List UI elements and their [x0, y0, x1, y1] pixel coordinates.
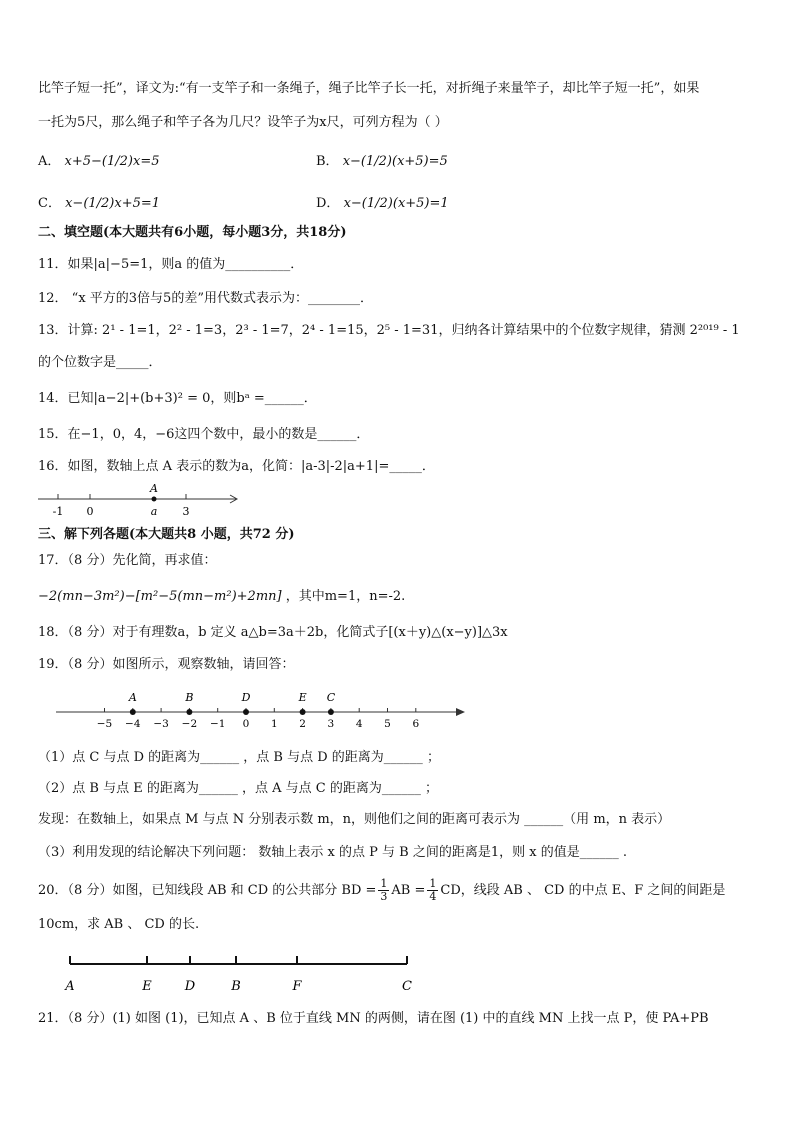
q19-point: [130, 709, 136, 715]
q19-point: [328, 709, 334, 715]
q19-tick-label: 6: [412, 718, 420, 730]
q20-frac1-num: 1: [380, 877, 388, 890]
q20-frac2-den: 4: [429, 890, 437, 903]
question-14: 14．已知|a−2|+(b+3)² = 0，则bᵃ =______．: [38, 391, 317, 406]
option-a: [38, 150, 159, 169]
question-20-line-1: [38, 878, 725, 903]
question-19-part-3: （3）利用发现的结论解决下列问题： 数轴上表示 x 的点 P 与 B 之间的距离是1，则 x 的值是______ .: [38, 845, 627, 860]
question-19-part-1: （1）点 C 与点 D 的距离为______ ，点 B 与点 D 的距离为______ ；: [38, 750, 440, 765]
q19-tick-label: −3: [153, 718, 169, 730]
q19-tick-label: 3: [327, 718, 335, 730]
q19-tick-label: −4: [125, 718, 141, 730]
option-d: [316, 192, 449, 211]
q19-point-name: B: [185, 691, 194, 704]
q19-tick-label: −1: [209, 718, 226, 730]
option-d-expr: x−(1/2)(x+5)=1: [343, 196, 449, 211]
q19-point-name: C: [326, 691, 336, 704]
question-16: 16．如图，数轴上点 A 表示的数为a，化简：|a-3|-2|a+1|=_____．: [38, 459, 435, 474]
question-13-line-2: 的个位数字是_____．: [38, 355, 162, 370]
q20-fraction-2: [427, 878, 438, 903]
question-12: 12． “x 平方的3倍与5的差”用代数式表示为：________．: [38, 291, 373, 306]
question-19-part-2: （2）点 B 与点 E 的距离为______ ，点 A 与点 C 的距离为______ ；: [38, 781, 438, 796]
q19-tick-label: 0: [242, 718, 250, 730]
option-d-label: D．: [316, 196, 340, 211]
question-13-line-1: 13．计算: 2¹ - 1=1，2² - 1=3，2³ - 1=7，2⁴ - 1=15，2⁵ - 1=31，归纳各计算结果中的个位数字规律，猜测 2²⁰¹⁹ - 1: [38, 323, 740, 338]
q19-tick-label: 2: [299, 718, 306, 730]
q20-point-label: A: [65, 979, 75, 994]
section-3-title: 三、解下列各题(本大题共8 小题，共72 分): [38, 527, 295, 542]
q20-mid: AB =: [391, 882, 426, 898]
q16-tick-label: 3: [182, 505, 190, 518]
intro-line-2: 一托为5尺，那么绳子和竿子各为几尺？设竿子为x尺，可列方程为（ ）: [38, 115, 448, 130]
q19-point-name: E: [298, 691, 307, 704]
option-b: [316, 150, 448, 169]
q16-point-name: A: [150, 482, 158, 495]
q20-frac2-num: 1: [429, 877, 437, 890]
q16-number-line: [30, 482, 250, 522]
q19-tick-label: 4: [355, 718, 363, 730]
option-a-expr: x+5−(1/2)x=5: [64, 154, 160, 169]
q20-segment-diagram: [56, 950, 426, 996]
option-c: [38, 192, 160, 211]
q19-number-line: [52, 686, 472, 732]
q17-expr: −2(mn−3m²)−[m²−5(mn−m²)+2mn]: [38, 589, 282, 604]
option-c-label: C．: [38, 196, 61, 211]
question-21: 21．（8 分）(1) 如图 (1)，已知点 A 、B 位于直线 MN 的两侧，请在图 (1) 中的直线 MN 上找一点 P，使 PA+PB: [38, 1011, 709, 1026]
q20-point-label: D: [184, 979, 196, 994]
q19-point: [186, 709, 192, 715]
option-b-expr: x−(1/2)(x+5)=5: [342, 154, 448, 169]
question-18: 18．（8 分）对于有理数a，b 定义 a△b=3a＋2b，化简式子[(x＋y)△(x−y)]△3x: [38, 625, 508, 640]
q19-point-name: A: [128, 691, 137, 704]
option-b-label: B．: [316, 154, 339, 169]
question-11: 11．如果|a|−5=1，则a 的值为__________．: [38, 257, 304, 272]
option-c-expr: x−(1/2)x+5=1: [65, 196, 161, 211]
q20-point-label: F: [292, 979, 302, 994]
q20-text-b: CD，线段 AB 、 CD 的中点 E、F 之间的间距是: [440, 882, 726, 898]
q16-tick-label: 0: [86, 505, 94, 518]
q19-tick-label: 1: [270, 718, 278, 730]
section-2-title: 二、填空题(本大题共有6小题，每小题3分，共18分): [38, 225, 347, 240]
q19-axis-arrow: [456, 708, 465, 716]
q16-tick-label: -1: [52, 505, 64, 518]
question-20-line-2: 10cm，求 AB 、 CD 的长.: [38, 917, 200, 932]
q20-point-label: B: [231, 979, 241, 994]
question-19-discovery: 发现：在数轴上，如果点 M 与点 N 分别表示数 m，n，则他们之间的距离可表示为 ______（用 m，n 表示）: [38, 812, 671, 827]
q19-tick-label: −2: [181, 718, 198, 730]
question-17-expression: [38, 588, 405, 606]
q19-point: [300, 709, 306, 715]
q20-text-a: 20．（8 分）如图，已知线段 AB 和 CD 的公共部分 BD =: [38, 882, 377, 898]
q20-point-label: C: [402, 979, 412, 994]
q16-point-a: [152, 497, 157, 502]
question-15: 15．在−1，0，4，−6这四个数中，最小的数是______．: [38, 427, 370, 442]
q19-tick-label: 5: [384, 718, 391, 730]
q17-condition: ，其中m=1，n=-2.: [285, 589, 406, 604]
option-a-label: A．: [38, 154, 61, 169]
q20-point-label: E: [142, 979, 152, 994]
q19-point: [243, 709, 249, 715]
q20-fraction-1: [378, 878, 389, 903]
q20-frac1-den: 3: [380, 890, 388, 903]
q19-tick-label: −5: [96, 718, 113, 730]
question-17-line-1: 17．（8 分）先化简，再求值：: [38, 553, 217, 568]
q19-point-name: D: [241, 691, 251, 704]
intro-line-1: 比竿子短一托”，译文为:“有一支竿子和一条绳子，绳子比竿子长一托，对折绳子来量竿子，却比竿子短一托”，如果: [38, 81, 700, 96]
q16-point-label: a: [150, 505, 158, 518]
question-19-line-1: 19．（8 分）如图所示，观察数轴，请回答：: [38, 657, 295, 672]
